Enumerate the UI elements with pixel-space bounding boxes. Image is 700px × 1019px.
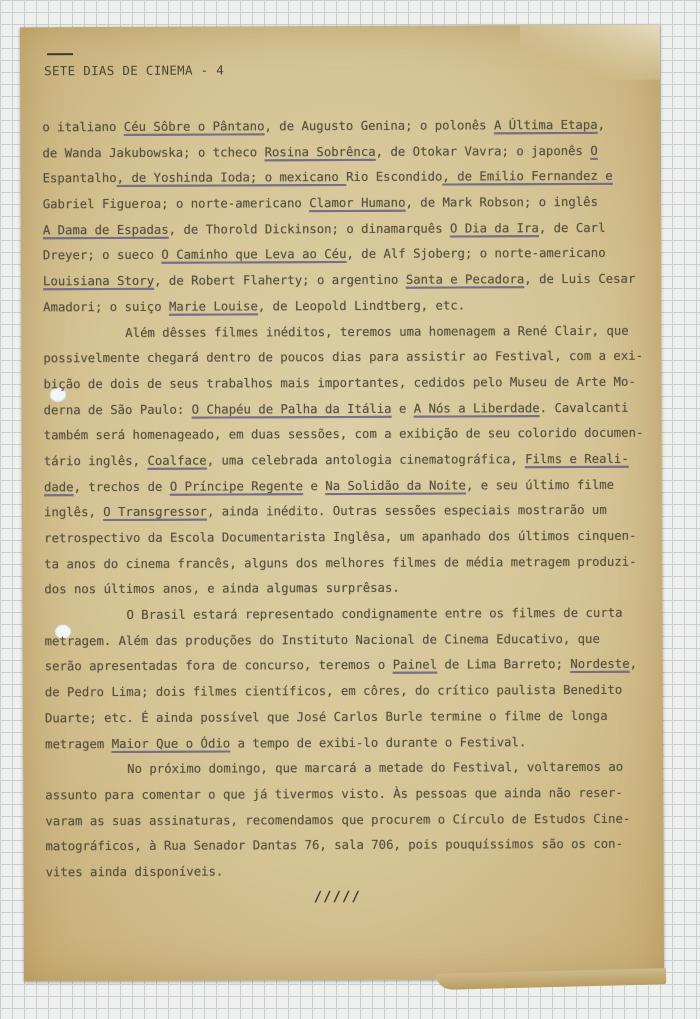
text-run: Rio Escondido [346,169,443,185]
text-line [45,678,651,706]
text-run: e [391,401,414,416]
text-line [43,267,649,295]
text-run: , [597,117,606,132]
text-run: retrospectivo da Escola Documentarista Inglêsa, um apanhado dos últimos cinquen- [44,528,637,546]
text-line [45,626,651,654]
text-line [44,421,650,449]
text-run: Amadori; o suiço [43,299,170,315]
text-run: serão apresentadas fora de concurso, teremos o [44,658,393,674]
text-line [43,370,649,398]
film-title: Maior Que o Ódio [111,735,231,751]
film-title: Nordeste [570,657,630,672]
film-title: O Príncipe Regente [169,478,304,494]
text-run: , de Luis Cesar [524,271,636,287]
film-title: , de Yoshinda Ioda; o mexicano [116,170,347,186]
film-title: Clamor Humano [309,195,406,211]
text-run: , de Leopold Lindtberg, etc. [257,298,466,314]
text-run: , de Augusto Genina; o polonês [264,118,495,134]
text-line [45,729,651,757]
film-title: Painel [392,658,438,673]
text-line [45,703,651,731]
text-run: Além dêsses filmes inéditos, teremos uma homenagem a René Clair, que [125,323,629,340]
film-title: A Dama de Espadas [42,222,169,238]
text-line [43,190,649,218]
text-line [46,858,652,886]
text-run: , de Alf Sjoberg; o norte-americano [346,246,606,262]
text-run: Dreyer; o sueco [42,248,162,263]
text-line [43,215,649,243]
header-dash [47,53,73,55]
text-run: , de Robert Flaherty; o argentino [154,272,406,288]
film-title: O Transgressor [103,504,207,520]
film-title: Na Solidão da Noite [325,478,466,493]
text-run: , de Thorold Dickinson; o dinamarquês [168,221,451,237]
text-line [44,395,650,423]
text-line [44,549,650,577]
page-header: SETE DIAS DE CINEMA - 4 [44,62,225,79]
text-run: metragem. Além das produções do Instituto Nacional de Cinema Educativo, que [44,631,600,649]
text-run: de Wanda Jakubowska; o tcheco [42,145,265,160]
film-title: , de Emilio Fernandez e [442,169,613,184]
text-run: No próximo domingo, que marcará a metade do Festival, voltaremos ao [127,759,624,777]
text-line [45,806,651,834]
text-line [43,241,649,269]
text-run: vites ainda disponíveis. [45,864,224,880]
film-title: Marie Louise [168,299,258,314]
text-run: varam as suas assinaturas, recomendamos que procurem o Círculo de Estudos Cine- [45,811,631,828]
text-run: , ainda inédito. Outras sessões especiais mostrarão um [206,503,607,519]
text-line [44,575,650,603]
text-line [42,138,648,166]
text-run: O Brasil estará representado condignamente entre os filmes de curta [126,605,623,623]
film-title: A Última Etapa [493,117,598,133]
text-run: . Cavalcanti [539,400,629,415]
text-line [43,344,649,372]
text-run: Duarte; etc. É ainda possível que José Carlos Burle termine o filme de longa [44,708,608,726]
film-title: O Caminho que Leva ao Céu [161,247,347,263]
film-title: O [590,143,598,158]
text-run: metragem [45,736,112,751]
text-run: Espantalho [42,171,117,186]
text-line [45,832,651,860]
text-run: possivelmente chegará dentro de poucos dias para assistir ao Festival, com a exi- [43,348,644,366]
text-line [43,292,649,320]
film-title: dade [43,479,74,494]
text-line [44,601,650,629]
text-line [44,498,650,526]
text-line [45,652,651,680]
film-title: Santa e Pecadora [405,272,525,287]
text-run: , uma celebrada antologia cinematográfica, [206,452,526,468]
text-run: , de Otokar Vavra; o japonês [375,143,591,159]
text-run: , de Carl [538,220,606,235]
film-title: A Nós a Liberdade [413,400,540,416]
text-line [43,164,649,192]
film-title: Coalface [147,453,207,468]
text-run: Gabriel Figueroa; o norte-americano [42,196,310,212]
paper-fold [520,25,660,81]
body-text [42,113,651,886]
text-line [44,524,650,552]
text-run: inglês, [44,505,104,520]
text-run: a tempo de exibi-lo durante o Festival. [230,734,527,750]
text-run: dos nos últimos anos, e ainda algumas surprêsas. [44,581,400,597]
text-line [44,447,650,475]
text-run: bição de dois de seus trabalhos mais importantes, cedidos pelo Museu de Arte Mo- [43,374,636,392]
text-run: também será homenageado, em duas sessões, com a exibição de seu colorido documen- [43,425,644,443]
text-run: o italiano [42,119,124,135]
film-title: Films e Reali- [525,451,629,467]
text-line [44,472,650,500]
text-run: , de Mark Robson; o inglês [405,194,599,210]
text-run: ta anos do cinema francês, alguns dos melhores filmes de média metragem produzi- [44,554,637,571]
text-run: de Pedro Lima; dois filmes científicos, em côres, do crítico paulista Benedito [44,682,623,700]
text-run: tário inglês, [43,453,148,469]
text-line [43,318,649,346]
typewritten-page [20,25,664,982]
closing-mark: ///// [313,888,361,906]
text-run: , e seu último filme [465,477,615,493]
film-title: Rosina Sobrênca [264,144,376,160]
text-run: , [629,657,638,672]
text-line [45,755,651,783]
text-run: assunto para comentar o que já tivermos visto. Às pessoas que ainda não reser- [45,785,623,803]
film-title: O Chapéu de Palha da Itália [191,401,392,417]
text-run: matográficos, à Rua Senador Dantas 76, sala 706, pois pouquíssimos são os con- [45,837,623,854]
text-line [42,113,648,141]
text-run: de Lima Barreto; [437,657,571,673]
text-run: e [303,478,326,493]
film-title: O Dia da Ira [449,220,539,236]
text-run: , trechos de [73,479,170,494]
text-line [45,781,651,809]
film-title: Louisiana Story [42,273,155,289]
text-run: derna de São Paulo: [43,402,192,417]
paper-curl [436,968,666,990]
film-title: Céu Sôbre o Pântano [123,119,265,134]
